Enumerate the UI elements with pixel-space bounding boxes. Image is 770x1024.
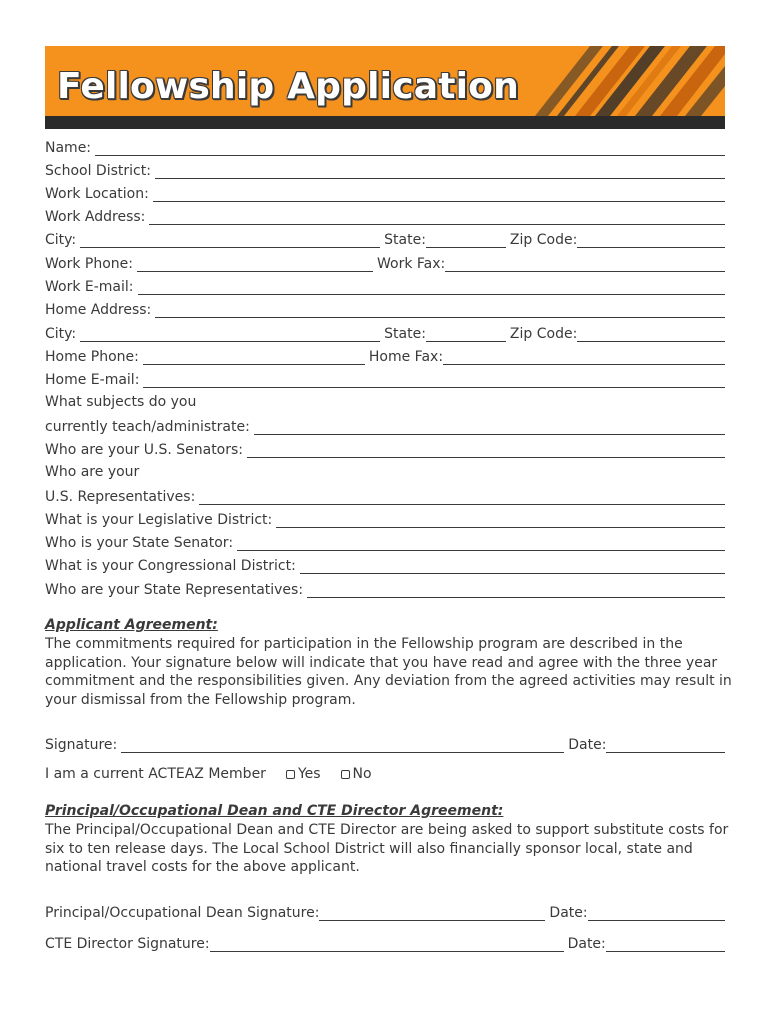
representatives-row [45, 485, 725, 505]
home-phone-row [45, 345, 725, 365]
work-address-label: Work Address: [45, 209, 146, 225]
work-phone-field[interactable] [137, 258, 373, 272]
subjects-label-line1: What subjects do you [45, 394, 197, 410]
work-email-row [45, 275, 725, 295]
city-field[interactable] [80, 234, 380, 248]
membership-row [45, 765, 372, 783]
work-location-row [45, 182, 725, 202]
subjects-field[interactable] [254, 421, 725, 435]
dean-signature-label: Principal/Occupational Dean Signature: [45, 905, 320, 921]
senators-field[interactable] [247, 444, 725, 458]
work-location-label: Work Location: [45, 186, 149, 202]
no-option[interactable] [341, 766, 372, 782]
applicant-agreement-heading: Applicant Agreement: [45, 617, 218, 633]
zip-code-field[interactable] [577, 234, 725, 248]
congressional-district-field[interactable] [300, 560, 725, 574]
yes-checkbox[interactable] [286, 770, 295, 779]
name-field[interactable] [95, 142, 725, 156]
work-email-field[interactable] [138, 281, 725, 295]
city-field[interactable] [80, 328, 380, 342]
date-field[interactable] [588, 907, 725, 921]
state-representatives-row [45, 578, 725, 598]
decorative-stripes [495, 46, 725, 116]
dean-signature-row [45, 901, 725, 921]
representatives-field[interactable] [199, 491, 725, 505]
date-field[interactable] [606, 739, 725, 753]
applicant-agreement-text: The commitments required for participation in the Fellowship program are described in the application. Your signature below will indicate that you have read and agree with the three year commitment and the responsibilities given. Any deviation from the agreed activities may result in your dismissal from the Fellowship program. [45, 636, 732, 708]
work-fax-field[interactable] [445, 258, 725, 272]
legislative-district-label: What is your Legislative District: [45, 512, 273, 528]
state-field[interactable] [426, 328, 506, 342]
home-email-label: Home E-mail: [45, 372, 140, 388]
subjects-label: currently teach/administrate: [45, 419, 250, 435]
state-field[interactable] [426, 234, 506, 248]
state-representatives-field[interactable] [307, 584, 725, 598]
senators-label: Who are your U.S. Senators: [45, 442, 244, 458]
work-phone-label: Work Phone: [45, 256, 133, 272]
subjects-row [45, 415, 725, 435]
home-address-label: Home Address: [45, 302, 152, 318]
yes-label: Yes [297, 766, 321, 782]
city-label: City: [45, 326, 77, 342]
banner-divider [45, 116, 725, 129]
home-email-field[interactable] [143, 374, 725, 388]
zip-code-label: Zip Code: [509, 232, 578, 248]
date-label: Date: [567, 936, 606, 952]
state-representatives-label: Who are your State Representatives: [45, 582, 304, 598]
state-senator-label: Who is your State Senator: [45, 535, 234, 551]
no-label: No [352, 766, 372, 782]
work-address-row [45, 205, 725, 225]
home-address-field[interactable] [155, 304, 725, 318]
representatives-label-line1: Who are your [45, 464, 140, 480]
state-label: State: [384, 232, 426, 248]
home-fax-label: Home Fax: [368, 349, 444, 365]
representatives-label: U.S. Representatives: [45, 489, 196, 505]
name-label: Name: [45, 140, 92, 156]
name-row [45, 136, 725, 156]
zip-code-label: Zip Code: [509, 326, 578, 342]
school-district-label: School District: [45, 163, 151, 179]
home-email-row [45, 368, 725, 388]
work-fax-label: Work Fax: [377, 256, 446, 272]
city-label: City: [45, 232, 77, 248]
zip-code-field[interactable] [577, 328, 725, 342]
cte-signature-row [45, 932, 725, 952]
work-email-label: Work E-mail: [45, 279, 134, 295]
no-checkbox[interactable] [341, 770, 350, 779]
dean-signature-field[interactable] [319, 907, 545, 921]
home-phone-field[interactable] [143, 351, 365, 365]
date-field[interactable] [606, 938, 725, 952]
congressional-district-label: What is your Congressional District: [45, 558, 296, 574]
cte-signature-label: CTE Director Signature: [45, 936, 210, 952]
work-address-field[interactable] [149, 211, 725, 225]
membership-question: I am a current ACTEAZ Member [45, 766, 266, 782]
home-fax-field[interactable] [443, 351, 725, 365]
date-label: Date: [568, 737, 607, 753]
header-banner [45, 46, 725, 116]
state-senator-field[interactable] [237, 537, 725, 551]
legislative-district-row [45, 508, 725, 528]
home-address-row [45, 298, 725, 318]
school-district-field[interactable] [155, 165, 725, 179]
state-label: State: [384, 326, 426, 342]
state-senator-row [45, 531, 725, 551]
senators-row [45, 438, 725, 458]
signature-field[interactable] [121, 739, 564, 753]
legislative-district-field[interactable] [276, 514, 725, 528]
principal-agreement-heading: Principal/Occupational Dean and CTE Director Agreement: [45, 803, 504, 819]
home-city-row [45, 322, 725, 342]
signature-label: Signature: [45, 737, 118, 753]
congressional-district-row [45, 554, 725, 574]
principal-agreement-text: The Principal/Occupational Dean and CTE Director are being asked to support substitute costs for six to ten release days. The Local School District will also financially sponsor local, state and national travel costs for the above applicant. [45, 822, 729, 875]
page-title: Fellowship Application [57, 66, 519, 107]
work-phone-row [45, 252, 725, 272]
work-location-field[interactable] [153, 188, 725, 202]
date-label: Date: [549, 905, 588, 921]
work-city-row [45, 228, 725, 248]
school-district-row [45, 159, 725, 179]
home-phone-label: Home Phone: [45, 349, 139, 365]
cte-signature-field[interactable] [210, 938, 564, 952]
yes-option[interactable] [286, 766, 321, 782]
signature-row [45, 733, 725, 753]
